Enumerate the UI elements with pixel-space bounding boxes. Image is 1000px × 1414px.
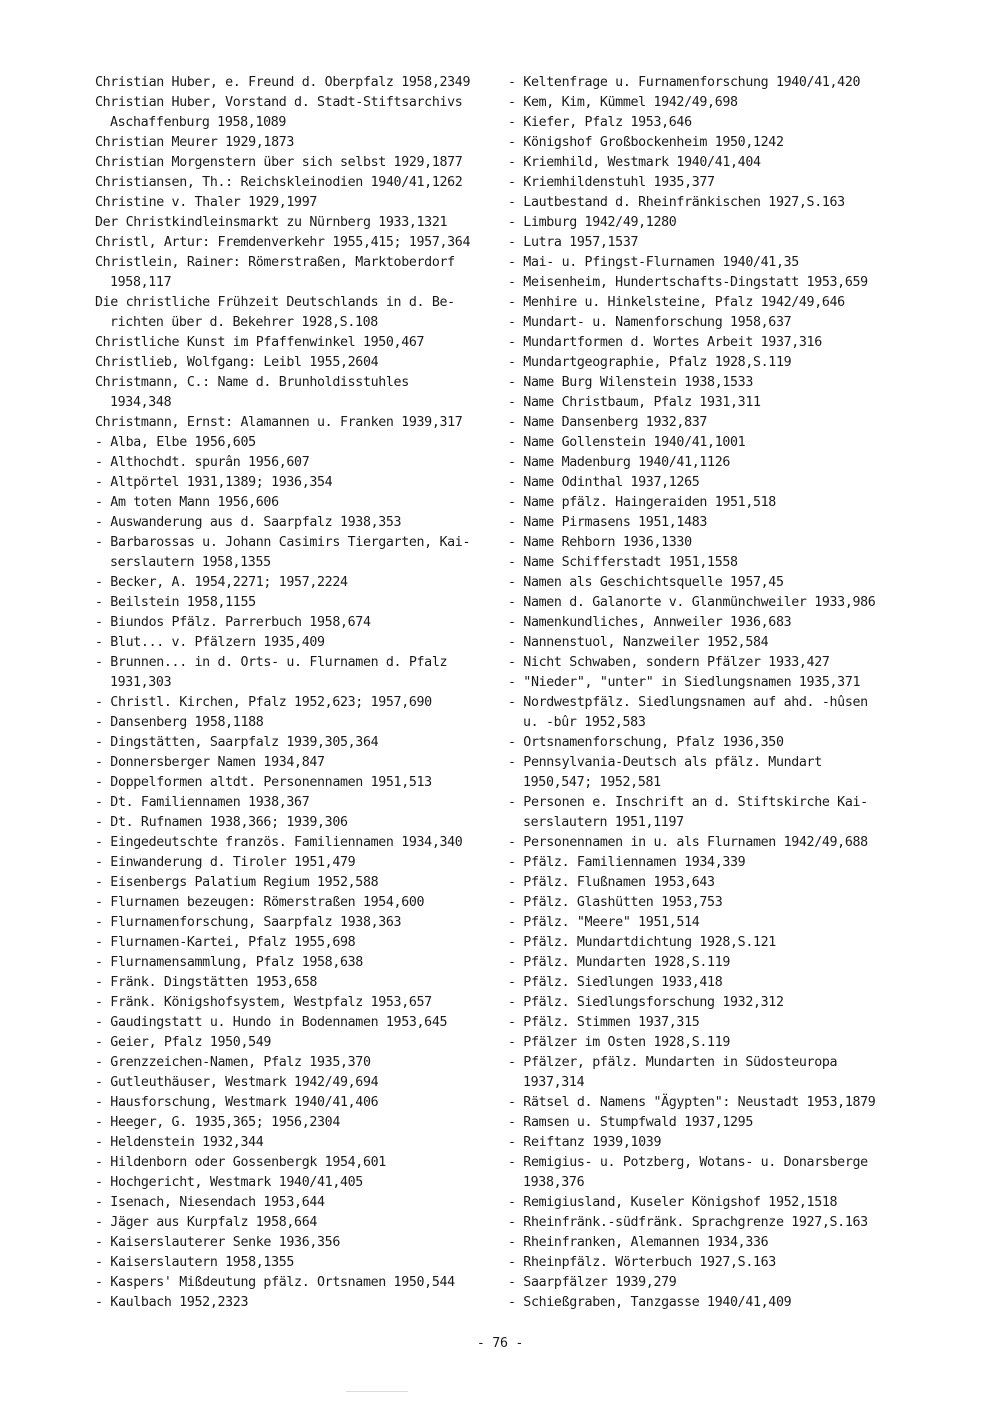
entry-text: - Nordwestpfälz. Siedlungsnamen auf ahd. -hûsen (508, 695, 868, 710)
index-entry (508, 1093, 913, 1113)
entry-text: - Kriemhild, Westmark 1940/41,404 (508, 155, 761, 170)
index-entry (508, 873, 913, 893)
index-entry (508, 1013, 913, 1033)
entry-text: - Jäger aus Kurpfalz 1958,664 (95, 1215, 318, 1230)
index-entry (508, 1233, 913, 1253)
entry-text: - Dt. Familiennamen 1938,367 (95, 795, 310, 810)
index-entry (508, 393, 913, 413)
index-entry (95, 813, 495, 833)
entry-text: Christiansen, Th.: Reichskleinodien 1940/41,1262 (95, 175, 463, 190)
entry-text: - Pfälz. Familiennamen 1934,339 (508, 855, 746, 870)
index-entry (95, 1253, 495, 1273)
entry-text: - Pfälz. Mundartdichtung 1928,S.121 (508, 935, 776, 950)
index-entry (95, 1013, 495, 1033)
entry-text: - Barbarossas u. Johann Casimirs Tiergarten, Kai- (95, 535, 471, 550)
index-entry (95, 413, 495, 433)
entry-text: - Name Gollenstein 1940/41,1001 (508, 435, 746, 450)
entry-text: - Namen d. Galanorte v. Glanmünchweiler 1933,986 (508, 595, 876, 610)
entry-text: - Nicht Schwaben, sondern Pfälzer 1933,427 (508, 655, 830, 670)
entry-text: - Altpörtel 1931,1389; 1936,354 (95, 475, 333, 490)
index-entry (508, 1153, 913, 1193)
index-entry (95, 293, 495, 333)
index-entry (95, 93, 495, 133)
index-entry (95, 833, 495, 853)
entry-text: - Pfälz. "Meere" 1951,514 (508, 915, 700, 930)
entry-text: Der Christkindleinsmarkt zu Nürnberg 1933,1321 (95, 215, 448, 230)
entry-continuation: 1938,376 (523, 1175, 585, 1190)
entry-text: - Hildenborn oder Gossenbergk 1954,601 (95, 1155, 386, 1170)
index-entry (95, 1033, 495, 1053)
index-entry (95, 233, 495, 253)
index-entry (508, 1193, 913, 1213)
entry-text: - Pfälzer im Osten 1928,S.119 (508, 1035, 731, 1050)
index-entry (508, 293, 913, 313)
index-entry (508, 853, 913, 873)
index-entry (508, 153, 913, 173)
entry-text: - Gutleuthäuser, Westmark 1942/49,694 (95, 1075, 379, 1090)
index-entry (95, 1193, 495, 1213)
entry-text: - Kem, Kim, Kümmel 1942/49,698 (508, 95, 738, 110)
index-entry (95, 733, 495, 753)
entry-text: - Pennsylvania-Deutsch als pfälz. Mundart (508, 755, 822, 770)
entry-text: - Flurnamenforschung, Saarpfalz 1938,363 (95, 915, 402, 930)
index-entry (508, 133, 913, 153)
index-entry (95, 153, 495, 173)
index-entry (508, 533, 913, 553)
entry-text: - Auswanderung aus d. Saarpfalz 1938,353 (95, 515, 402, 530)
index-column-left (95, 73, 495, 1313)
index-entry (95, 573, 495, 593)
entry-text: - Geier, Pfalz 1950,549 (95, 1035, 272, 1050)
index-entry (508, 913, 913, 933)
entry-text: - Personennamen in u. als Flurnamen 1942/49,688 (508, 835, 868, 850)
index-entry (508, 313, 913, 333)
index-entry (508, 613, 913, 633)
index-entry (95, 1273, 495, 1293)
index-entry (95, 493, 495, 513)
entry-continuation: richten über d. Bekehrer 1928,S.108 (110, 315, 378, 330)
index-entry (95, 1153, 495, 1173)
index-entry (508, 653, 913, 673)
entry-text: Christian Meurer 1929,1873 (95, 135, 295, 150)
entry-text: - Nannenstuol, Nanzweiler 1952,584 (508, 635, 769, 650)
entry-text: - Name Christbaum, Pfalz 1931,311 (508, 395, 761, 410)
entry-text: - Lautbestand d. Rheinfränkischen 1927,S.163 (508, 195, 845, 210)
index-entry (508, 173, 913, 193)
index-entry (95, 193, 495, 213)
entry-continuation: 1934,348 (110, 395, 172, 410)
entry-text: - Rätsel d. Namens "Ägypten": Neustadt 1953,1879 (508, 1095, 876, 1110)
index-entry (508, 1113, 913, 1133)
entry-text: - Kriemhildenstuhl 1935,377 (508, 175, 715, 190)
index-entry (508, 513, 913, 533)
index-entry (95, 613, 495, 633)
index-entry (95, 693, 495, 713)
entry-text: - Namenkundliches, Annweiler 1936,683 (508, 615, 792, 630)
entry-text: - Pfälz. Stimmen 1937,315 (508, 1015, 700, 1030)
index-entry (508, 1033, 913, 1053)
entry-text: - Name Pirmasens 1951,1483 (508, 515, 708, 530)
entry-text: - Beilstein 1958,1155 (95, 595, 256, 610)
index-entry (508, 973, 913, 993)
entry-text: - Flurnamensammlung, Pfalz 1958,638 (95, 955, 363, 970)
entry-text: - Einwanderung d. Tiroler 1951,479 (95, 855, 356, 870)
entry-text: - Name Dansenberg 1932,837 (508, 415, 708, 430)
index-entry (508, 373, 913, 393)
index-entry (508, 473, 913, 493)
entry-text: - Pfälzer, pfälz. Mundarten in Südosteuropa (508, 1055, 838, 1070)
entry-continuation: 1931,303 (110, 675, 172, 690)
entry-text: Christian Huber, e. Freund d. Oberpfalz 1958,2349 (95, 75, 471, 90)
index-entry (508, 273, 913, 293)
index-entry (95, 793, 495, 813)
page-number: - 76 - (476, 1336, 524, 1351)
entry-text: - Flurnamen-Kartei, Pfalz 1955,698 (95, 935, 356, 950)
index-entry (95, 893, 495, 913)
entry-text: - Flurnamen bezeugen: Römerstraßen 1954,600 (95, 895, 425, 910)
entry-text: - Rheinfranken, Alemannen 1934,336 (508, 1235, 769, 1250)
entry-text: - Schießgraben, Tanzgasse 1940/41,409 (508, 1295, 792, 1310)
index-entry (508, 413, 913, 433)
entry-text: - Eisenbergs Palatium Regium 1952,588 (95, 875, 379, 890)
entry-text: - Name pfälz. Haingeraiden 1951,518 (508, 495, 776, 510)
index-entry (95, 853, 495, 873)
entry-continuation: 1958,117 (110, 275, 172, 290)
entry-text: Christmann, Ernst: Alamannen u. Franken 1939,317 (95, 415, 463, 430)
entry-text: - Saarpfälzer 1939,279 (508, 1275, 677, 1290)
entry-text: - Kiefer, Pfalz 1953,646 (508, 115, 692, 130)
entry-text: - Name Burg Wilenstein 1938,1533 (508, 375, 753, 390)
index-entry (95, 1073, 495, 1093)
entry-text: - Isenach, Niesendach 1953,644 (95, 1195, 325, 1210)
entry-text: - Heeger, G. 1935,365; 1956,2304 (95, 1115, 340, 1130)
entry-text: - Kaiserslauterer Senke 1936,356 (95, 1235, 340, 1250)
index-entry (508, 1253, 913, 1273)
index-entry (95, 1213, 495, 1233)
index-entry (508, 1053, 913, 1093)
entry-continuation: serslautern 1951,1197 (523, 815, 684, 830)
entry-text: - Remigius- u. Potzberg, Wotans- u. Donarsberge (508, 1155, 868, 1170)
index-entry (95, 993, 495, 1013)
entry-text: Christliche Kunst im Pfaffenwinkel 1950,467 (95, 335, 425, 350)
index-entry (95, 253, 495, 293)
entry-text: - Fränk. Königshofsystem, Westpfalz 1953,657 (95, 995, 432, 1010)
entry-text: - Biundos Pfälz. Parrerbuch 1958,674 (95, 615, 371, 630)
index-entry (95, 533, 495, 573)
index-entry (95, 593, 495, 613)
index-entry (508, 833, 913, 853)
entry-text: - Kaspers' Mißdeutung pfälz. Ortsnamen 1950,544 (95, 1275, 455, 1290)
entry-text: Christian Morgenstern über sich selbst 1929,1877 (95, 155, 463, 170)
index-entry (95, 1093, 495, 1113)
entry-text: - Lutra 1957,1537 (508, 235, 639, 250)
entry-text: - Eingedeutschte französ. Familiennamen 1934,340 (95, 835, 463, 850)
index-entry (95, 873, 495, 893)
index-entry (508, 433, 913, 453)
entry-text: - Mundart- u. Namenforschung 1958,637 (508, 315, 792, 330)
entry-text: Christlieb, Wolfgang: Leibl 1955,2604 (95, 355, 379, 370)
index-entry (508, 93, 913, 113)
entry-text: - Mundartgeographie, Pfalz 1928,S.119 (508, 355, 792, 370)
index-entry (508, 213, 913, 233)
entry-continuation: u. -bûr 1952,583 (523, 715, 646, 730)
index-entry (508, 573, 913, 593)
entry-text: - Heldenstein 1932,344 (95, 1135, 264, 1150)
index-entry (508, 1273, 913, 1293)
entry-text: Christlein, Rainer: Römerstraßen, Marktoberdorf (95, 255, 455, 270)
entry-text: - Hausforschung, Westmark 1940/41,406 (95, 1095, 379, 1110)
entry-text: Die christliche Frühzeit Deutschlands in d. Be- (95, 295, 455, 310)
index-entry (95, 1173, 495, 1193)
index-entry (95, 513, 495, 533)
index-entry (508, 553, 913, 573)
index-entry (95, 1293, 495, 1313)
index-entry (95, 933, 495, 953)
entry-text: Christl, Artur: Fremdenverkehr 1955,415; 1957,364 (95, 235, 471, 250)
entry-text: - Limburg 1942/49,1280 (508, 215, 677, 230)
entry-text: - Name Schifferstadt 1951,1558 (508, 555, 738, 570)
index-entry (95, 73, 495, 93)
index-entry (508, 593, 913, 613)
entry-text: - Rheinpfälz. Wörterbuch 1927,S.163 (508, 1255, 776, 1270)
entry-text: - Kaulbach 1952,2323 (95, 1295, 249, 1310)
index-column-right (508, 73, 913, 1313)
index-entry (95, 173, 495, 193)
entry-text: - Reiftanz 1939,1039 (508, 1135, 662, 1150)
index-entry (508, 793, 913, 833)
index-entry (95, 1233, 495, 1253)
index-entry (95, 373, 495, 413)
entry-text: - Pfälz. Siedlungsforschung 1932,312 (508, 995, 784, 1010)
index-entry (508, 1293, 913, 1313)
entry-text: - Althochdt. spurân 1956,607 (95, 455, 310, 470)
entry-text: Christmann, C.: Name d. Brunholdisstuhles (95, 375, 409, 390)
entry-text: - Name Odinthal 1937,1265 (508, 475, 700, 490)
index-entry (508, 453, 913, 473)
index-entry (508, 233, 913, 253)
entry-text: - Christl. Kirchen, Pfalz 1952,623; 1957,690 (95, 695, 432, 710)
entry-text: - Am toten Mann 1956,606 (95, 495, 279, 510)
index-entry (508, 73, 913, 93)
index-entry (508, 753, 913, 793)
entry-text: - Becker, A. 1954,2271; 1957,2224 (95, 575, 348, 590)
entry-text: - Dingstätten, Saarpfalz 1939,305,364 (95, 735, 379, 750)
index-entry (508, 113, 913, 133)
entry-text: - Blut... v. Pfälzern 1935,409 (95, 635, 325, 650)
entry-text: - Name Rehborn 1936,1330 (508, 535, 692, 550)
entry-text: - Fränk. Dingstätten 1953,658 (95, 975, 318, 990)
entry-continuation: Aschaffenburg 1958,1089 (110, 115, 287, 130)
entry-text: - Mundartformen d. Wortes Arbeit 1937,316 (508, 335, 822, 350)
index-entry (95, 913, 495, 933)
index-entry (95, 433, 495, 453)
entry-text: - Pfälz. Siedlungen 1933,418 (508, 975, 723, 990)
index-entry (508, 493, 913, 513)
index-entry (95, 213, 495, 233)
index-entry (508, 633, 913, 653)
index-entry (95, 1053, 495, 1073)
index-entry (95, 353, 495, 373)
index-entry (95, 453, 495, 473)
entry-text: - Pfälz. Flußnamen 1953,643 (508, 875, 715, 890)
entry-text: - Remigiusland, Kuseler Königshof 1952,1518 (508, 1195, 838, 1210)
entry-text: Christian Huber, Vorstand d. Stadt-Stiftsarchivs (95, 95, 463, 110)
index-entry (95, 953, 495, 973)
index-entry (95, 633, 495, 653)
entry-text: - Namen als Geschichtsquelle 1957,45 (508, 575, 784, 590)
index-entry (95, 1113, 495, 1133)
entry-text: - Dt. Rufnamen 1938,366; 1939,306 (95, 815, 348, 830)
index-entry (95, 473, 495, 493)
entry-text: - Name Madenburg 1940/41,1126 (508, 455, 731, 470)
entry-continuation: 1937,314 (523, 1075, 585, 1090)
index-entry (95, 713, 495, 733)
entry-text: - Kaiserslautern 1958,1355 (95, 1255, 295, 1270)
index-entry (508, 953, 913, 973)
entry-text: - Personen e. Inschrift an d. Stiftskirche Kai- (508, 795, 868, 810)
entry-text: Christine v. Thaler 1929,1997 (95, 195, 318, 210)
entry-text: - Hochgericht, Westmark 1940/41,405 (95, 1175, 363, 1190)
entry-text: - Keltenfrage u. Furnamenforschung 1940/41,420 (508, 75, 861, 90)
index-entry (508, 333, 913, 353)
index-entry (508, 1213, 913, 1233)
entry-text: - Dansenberg 1958,1188 (95, 715, 264, 730)
index-entry (95, 333, 495, 353)
entry-text: - Brunnen... in d. Orts- u. Flurnamen d. Pfalz (95, 655, 448, 670)
entry-text: - Ramsen u. Stumpfwald 1937,1295 (508, 1115, 753, 1130)
entry-text: - Grenzzeichen-Namen, Pfalz 1935,370 (95, 1055, 371, 1070)
entry-text: - Menhire u. Hinkelsteine, Pfalz 1942/49,646 (508, 295, 845, 310)
index-entry (508, 693, 913, 733)
index-entry (95, 973, 495, 993)
entry-text: - "Nieder", "unter" in Siedlungsnamen 1935,371 (508, 675, 861, 690)
entry-text: - Königshof Großbockenheim 1950,1242 (508, 135, 784, 150)
index-entry (508, 733, 913, 753)
entry-text: - Mai- u. Pfingst-Flurnamen 1940/41,35 (508, 255, 799, 270)
entry-text: - Pfälz. Glashütten 1953,753 (508, 895, 723, 910)
index-entry (95, 753, 495, 773)
entry-text: - Meisenheim, Hundertschafts-Dingstatt 1953,659 (508, 275, 868, 290)
entry-text: - Rheinfränk.-südfränk. Sprachgrenze 1927,S.163 (508, 1215, 868, 1230)
index-entry (95, 773, 495, 793)
index-entry (508, 933, 913, 953)
index-entry (508, 893, 913, 913)
entry-continuation: serslautern 1958,1355 (110, 555, 271, 570)
index-entry (508, 673, 913, 693)
entry-text: - Doppelformen altdt. Personennamen 1951,513 (95, 775, 432, 790)
entry-text: - Pfälz. Mundarten 1928,S.119 (508, 955, 731, 970)
index-entry (508, 1133, 913, 1153)
index-entry (508, 253, 913, 273)
index-entry (508, 353, 913, 373)
index-entry (95, 1133, 495, 1153)
index-entry (95, 653, 495, 693)
entry-continuation: 1950,547; 1952,581 (523, 775, 661, 790)
index-entry (508, 993, 913, 1013)
index-entry (508, 193, 913, 213)
bottom-scan-mark (346, 1391, 408, 1392)
index-entry (95, 133, 495, 153)
entry-text: - Donnersberger Namen 1934,847 (95, 755, 325, 770)
entry-text: - Gaudingstatt u. Hundo in Bodennamen 1953,645 (95, 1015, 448, 1030)
entry-text: - Alba, Elbe 1956,605 (95, 435, 256, 450)
entry-text: - Ortsnamenforschung, Pfalz 1936,350 (508, 735, 784, 750)
